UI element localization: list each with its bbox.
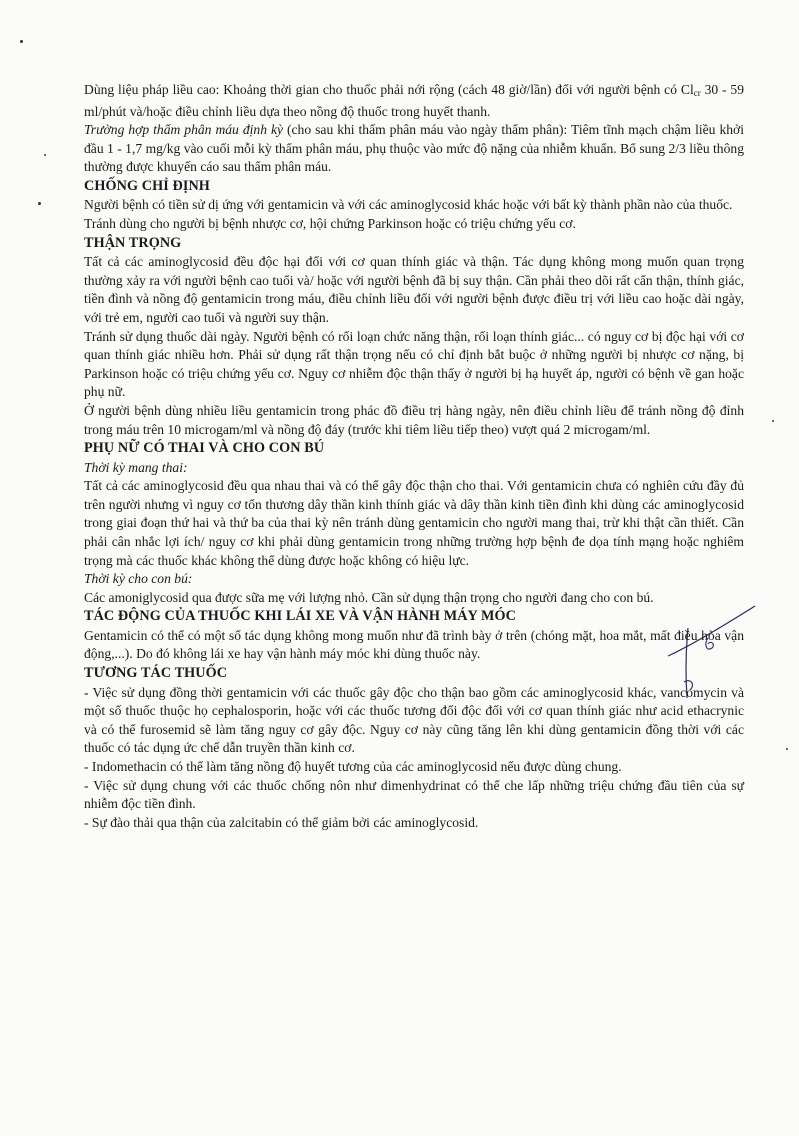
pregnancy-text: Tất cả các aminoglycosid đều qua nhau thai và có thể gây độc thận cho thai. Với gentamicin chưa có nghiên cứu đầy đủ trên người nhưng vì nguy cơ tổn thương dây thần kinh thính giác và dây thần kinh tiền đình khi dùng các aminoglycosid trong giai đoạn thứ hai và thứ ba của thai kỳ nên tránh dùng gentamicin cho người mang thai, trừ khi thật cần thiết. Cần phải cân nhắc lợi ích/ nguy cơ khi phải dùng gentamicin trong những trường hợp bệnh đe dọa tính mạng hoặc nghiêm trọng mà các thuốc khác không thể dùng được hoặc không có hiệu lực. [84,478,744,568]
lactation-text: Các amoniglycosid qua được sữa mẹ với lượng nhỏ. Cần sử dụng thận trọng cho người đang cho con bú. [84,589,654,605]
interaction-item: - Indomethacin có thể làm tăng nồng độ huyết tương của các aminoglycosid nếu được dùng chung. [84,758,622,774]
precautions-heading: THẬN TRỌNG [84,234,182,251]
interaction-item: - Việc sử dụng đồng thời gentamicin với các thuốc gây độc cho thận bao gồm các aminoglycosid khác, vancomycin và một số thuốc thuộc họ cephalosporin, hoặc với các thuốc tương đối độc đối với cơ quan thính giác như acid ethacrynic và có thể furosemid sẽ làm tăng nguy cơ gây độc. Nguy cơ này cũng tăng lên khi dùng gentamicin đồng thời với các thuốc có tác dụng ức chế dẫn truyền thần kinh cơ. [84,684,744,756]
precautions-p1: Tất cả các aminoglycosid đều độc hại đối với cơ quan thính giác và thận. Tác dụng không mong muốn quan trọng thường xảy ra với người bệnh cao tuổi và/ hoặc với người bệnh đã bị suy thận. Cần phải theo dõi rất cẩn thận, thính giác, tiền đình và nồng độ gentamicin trong máu, điều chỉnh liều đối với người bệnh được điều trị với liều cao hoặc dài ngày, với trẻ em, người cao tuổi và người suy thận. [84,254,744,325]
interaction-item: - Việc sử dụng chung với các thuốc chống nôn như dimenhydrinat có thể che lấp những triệu chứng đầu tiên của sự nhiễm độc tiền đình. [84,777,744,812]
precautions-p2: Tránh sử dụng thuốc dài ngày. Người bệnh có rối loạn chức năng thận, rối loạn thính giác... có nguy cơ bị độc hại với cơ quan thính giác nhiều hơn. Phải sử dụng rất thận trọng nếu có chỉ định bắt buộc ở những người bị nhược cơ nặng, bị Parkinson hoặc có triệu chứng yếu cơ. Nguy cơ nhiễm độc thận thấy ở người bị hạ huyết áp, người có bệnh về gan hoặc phụ nữ. [84,328,744,400]
dialysis-label: Trường hợp thẩm phân máu định kỳ [84,122,284,138]
pregnancy-label: Thời kỳ mang thai: [84,459,188,475]
interaction-item: - Sự đào thải qua thận của zalcitabin có thể giảm bởi các aminoglycosid. [84,814,479,830]
scan-speck [772,420,774,422]
document-body [84,81,744,832]
high-dose-paragraph: Dùng liệu pháp liều cao: Khoảng thời gian cho thuốc phải nới rộng (cách 48 giờ/lần) đối với người bệnh có $Cl_{cr}$ 30 - 59 ml/phút và/hoặc điều chỉnh liều dựa theo nồng độ thuốc trong huyết thanh. [84,82,744,119]
pregnancy-heading: PHỤ NỮ CÓ THAI VÀ CHO CON BÚ [84,440,325,457]
driving-heading: TÁC ĐỘNG CỦA THUỐC KHI LÁI XE VÀ VẬN HÀNH MÁY MÓC [84,608,516,625]
scan-speck [20,40,23,43]
scan-speck [38,202,41,205]
dialysis-paragraph: Trường hợp thẩm phân máu định kỳ (cho sau khi thẩm phân máu vào ngày thẩm phân): Tiêm tĩnh mạch chậm liều khởi đầu 1 - 1,7 mg/kg vào cuối mỗi kỳ thẩm phân máu, phụ thuộc vào mức độ nặng của nhiễm khuẩn. Bổ sung 2/3 liều thông thường được khuyến cáo sau thẩm phân máu. [84,122,745,175]
contraindications-p2: Tránh dùng cho người bị bệnh nhược cơ, hội chứng Parkinson hoặc có triệu chứng yếu cơ. [84,216,576,232]
contraindications-heading: CHỐNG CHỈ ĐỊNH [84,177,210,194]
lactation-label: Thời kỳ cho con bú: [84,571,193,587]
driving-text: Gentamicin có thể có một số tác dụng không mong muốn như đã trình bày ở trên (chóng mặt, hoa mắt, mất điều hòa vận động,...). Do đó không lái xe hay vận hành máy móc khi dùng thuốc này. [84,627,744,662]
interactions-heading: TƯƠNG TÁC THUỐC [84,665,228,682]
precautions-p3: Ở người bệnh dùng nhiều liều gentamicin trong phác đồ điều trị hàng ngày, nên điều chỉnh liều để tránh nồng độ đỉnh trong máu trên 10 microgam/ml và nồng độ đáy (trước khi tiêm liều tiếp theo) vượt quá 2 microgam/ml. [84,402,744,437]
contraindications-p1: Người bệnh có tiền sử dị ứng với gentamicin và với các aminoglycosid khác hoặc với bất kỳ thành phần nào của thuốc. [84,197,733,213]
scan-speck [786,748,788,750]
scan-speck [44,154,46,156]
